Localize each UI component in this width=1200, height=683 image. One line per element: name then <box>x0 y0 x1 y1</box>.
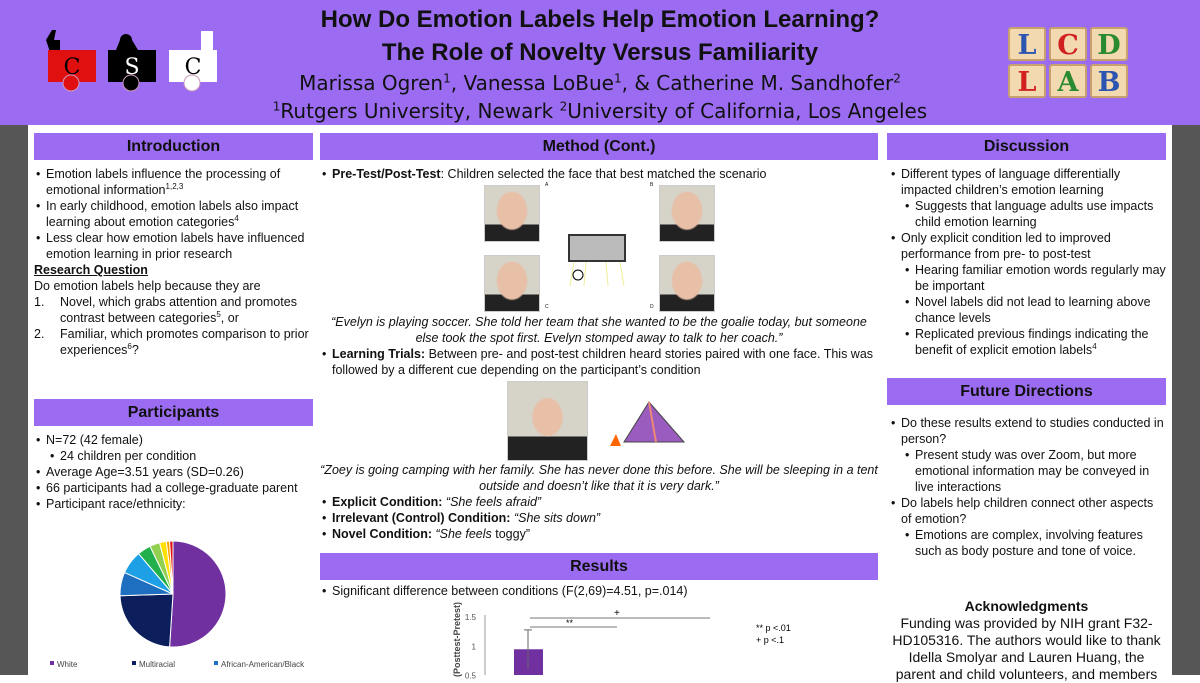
citation: 6 <box>127 341 132 351</box>
item-text: : Children selected the face that best matched the scenario <box>440 167 767 181</box>
item-text: Novel labels did not lead to learning above chance levels <box>915 295 1151 325</box>
list-item: • Average Age=3.51 years (SD=0.26) <box>34 464 313 480</box>
section-heading: Introduction <box>34 133 313 160</box>
item-text: , or <box>220 311 239 325</box>
section-heading: Method (Cont.) <box>320 133 878 160</box>
face-letter: A <box>545 182 549 188</box>
race-pie-chart <box>34 540 313 674</box>
list-item: • Participant race/ethnicity: <box>34 496 313 512</box>
logo-block: C <box>1049 27 1087 61</box>
middle-column <box>320 125 878 681</box>
item-number: 2. <box>34 327 45 341</box>
y-tick-label: 0.5 <box>464 671 476 681</box>
face-photo <box>659 185 715 242</box>
item-text: Less clear how emotion labels have influenced emotion learning in prior research <box>46 231 305 261</box>
intro-list <box>34 166 313 262</box>
author: Marissa Ogren <box>299 71 444 95</box>
list-item <box>320 494 878 510</box>
scenario-quote: “Zoey is going camping with her family. She has never done this before. She will be sleeping in a tent outside and doesn’t like that it is very dark.” <box>320 463 878 493</box>
participants-section <box>34 399 313 512</box>
face-photo <box>484 185 540 242</box>
list-item <box>34 166 313 198</box>
logo-block: B <box>1090 64 1128 98</box>
face-photo <box>484 255 540 312</box>
affiliations <box>0 97 1200 125</box>
list-item <box>889 495 1166 527</box>
section-heading: Discussion <box>887 133 1166 160</box>
csc-logo <box>38 28 228 93</box>
discussion-section <box>887 133 1166 358</box>
options-list <box>34 294 313 358</box>
list-item <box>320 510 878 526</box>
section-heading: Results <box>320 553 878 580</box>
future-section <box>887 378 1166 559</box>
future-list <box>889 415 1166 559</box>
section-heading: Participants <box>34 399 313 426</box>
item-text: Replicated previous findings indicating the benefit of explicit emotion labels <box>915 327 1149 357</box>
soccer-goal-icon <box>566 232 628 287</box>
ack-text: Funding was provided by NIH grant F32-HD105316. The authors would like to thank Idella Smolyar and Lauren Huang, the parent and child volunteers, and members <box>892 615 1161 682</box>
legend-marker <box>132 661 136 665</box>
item-text: Hearing familiar emotion words regularly may be important <box>915 263 1166 293</box>
affiliation: Rutgers University, Newark <box>280 99 560 123</box>
affil-sup: 1 <box>272 99 281 114</box>
list-item <box>889 230 1166 262</box>
face-letter: D <box>650 304 654 310</box>
citation: 4 <box>234 213 239 223</box>
list-item <box>889 415 1166 447</box>
learning-stimulus <box>320 378 878 462</box>
sig-marker: + <box>614 608 620 619</box>
face-photo <box>507 381 588 461</box>
list-item <box>34 198 313 230</box>
item-text: In early childhood, emotion labels also impact learning about emotion categories <box>46 199 299 229</box>
legend-label: Multiracial <box>139 660 176 669</box>
list-item: • N=72 (42 female) <box>34 432 313 448</box>
conditions-list <box>320 494 878 542</box>
item-text: “She feels afraid” <box>445 495 542 509</box>
method-list <box>320 166 878 182</box>
scenario-quote: “Evelyn is playing soccer. She told her team that she wanted to be the goalie today, but someone else took the spot first. Evelyn stomped away to talk to her coach.” <box>331 315 867 345</box>
affiliation: University of California, Los Angeles <box>567 99 928 123</box>
right-margin <box>1172 125 1200 675</box>
list-item: • 24 children per condition <box>34 448 313 464</box>
item-text: Different types of language differentially impacted children’s emotion learning <box>901 167 1121 197</box>
list-item <box>889 166 1166 198</box>
affil-sup: 2 <box>893 71 901 86</box>
face-letter: B <box>650 182 654 188</box>
sig-marker: ** <box>566 618 574 628</box>
citation: 4 <box>1092 341 1097 351</box>
logo-letter: S <box>124 55 140 80</box>
affil-sup: 1 <box>613 71 622 86</box>
logo-block: D <box>1090 27 1128 61</box>
list-item <box>889 262 1166 294</box>
author: Vanessa LoBue <box>463 71 614 95</box>
face-photo <box>659 255 715 312</box>
list-item <box>320 346 878 378</box>
research-question: Do emotion labels help because they are <box>34 279 261 293</box>
legend-label: White <box>57 660 78 669</box>
face-letter: C <box>545 304 549 310</box>
item-label: Explicit Condition: <box>332 495 443 509</box>
y-axis-label: (Posttest-Pretest) <box>452 601 462 677</box>
item-text: Emotions are complex, involving features such as body posture and tone of voice. <box>915 528 1143 558</box>
introduction-section <box>34 133 313 358</box>
affil-sup: 2 <box>559 99 568 114</box>
author-list: Marissa Ogren$^1$, Vanessa LoBue$^1$, & Catherine M. Sandhofer$^2$ <box>299 71 901 95</box>
item-text: Present study was over Zoom, but more emotional information may be conveyed in live interactions <box>915 448 1150 494</box>
method-list <box>320 346 878 378</box>
item-text: Novel, which grabs attention and promotes contrast between categories <box>60 295 297 325</box>
y-tick-label: 1 <box>471 642 476 652</box>
legend-marker <box>50 661 54 665</box>
section-heading: Future Directions <box>887 378 1166 405</box>
pie-slice <box>120 594 173 647</box>
research-question-heading: Research Question <box>34 263 148 277</box>
item-label: Irrelevant (Control) Condition: <box>332 511 511 525</box>
acknowledgments <box>887 598 1166 683</box>
list-item: • 66 participants had a college-graduate parent <box>34 480 313 496</box>
list-item <box>889 198 1166 230</box>
item-label: Pre-Test/Post-Test <box>332 167 441 181</box>
logo-block: L <box>1008 27 1046 61</box>
list-item <box>34 230 313 262</box>
pretest-stimulus <box>320 182 878 314</box>
left-column <box>34 125 313 675</box>
pie-slice <box>170 541 226 647</box>
discussion-list <box>889 166 1166 358</box>
logo-block: L <box>1008 64 1046 98</box>
list-item <box>889 294 1166 326</box>
list-item <box>320 526 878 542</box>
title-line-2: The Role of Novelty Versus Familiarity <box>381 39 819 66</box>
results-list <box>320 583 878 599</box>
poster-header <box>0 0 1200 125</box>
list-item <box>34 294 313 326</box>
item-text: Do labels help children connect other aspects of emotion? <box>901 496 1154 526</box>
y-tick-label: 1.5 <box>464 613 476 622</box>
method-section <box>320 133 878 542</box>
item-text: “She sits down” <box>513 511 601 525</box>
left-margin <box>0 125 28 675</box>
affil-sup: 1 <box>443 71 451 86</box>
item-text: ? <box>131 343 139 357</box>
item-text: Suggests that language adults use impacts child emotion learning <box>915 199 1154 229</box>
results-section <box>320 553 878 599</box>
list-item <box>889 326 1166 358</box>
title-line-1: How Do Emotion Labels Help Emotion Learning? <box>320 6 880 33</box>
logo-block: A <box>1049 64 1087 98</box>
item-text: Do these results extend to studies conducted in person? <box>901 416 1164 446</box>
results-bar-chart <box>320 601 878 681</box>
tent-campfire-icon <box>604 394 694 454</box>
ack-heading: Acknowledgments <box>964 598 1089 614</box>
logo-letter: C <box>184 55 202 80</box>
logo-letter: C <box>63 55 81 80</box>
list-item <box>889 527 1166 559</box>
legend-label: African-American/Black <box>221 660 305 669</box>
item-text: Between pre- and post-test children heard stories paired with one face. This was followed by a different cue depending on the participant’s condition <box>332 347 874 377</box>
item-text: toggy” <box>491 527 530 541</box>
list-item: • Significant difference between conditions (F(2,69)=4.51, p=.014) <box>320 583 878 599</box>
legend-marker <box>214 661 218 665</box>
item-number: 1. <box>34 295 45 309</box>
sig-legend: ** p <.01 <box>756 623 791 633</box>
list-item <box>34 326 313 358</box>
right-column <box>887 125 1166 682</box>
participants-list <box>34 432 313 512</box>
list-item <box>889 447 1166 495</box>
item-text: Emotion labels influence the processing of emotional information <box>46 167 281 197</box>
item-label: Learning Trials: <box>332 347 426 361</box>
item-text: Familiar, which promotes comparison to prior experiences <box>60 327 309 357</box>
item-text: Only explicit condition led to improved performance from pre- to post-test <box>901 231 1111 261</box>
item-text: “She feels <box>435 527 492 541</box>
sig-legend: + p <.1 <box>756 635 785 645</box>
author: Catherine M. Sandhofer <box>656 71 894 95</box>
list-item <box>320 166 878 182</box>
item-label: Novel Condition: <box>332 527 432 541</box>
citation: 5 <box>216 309 221 319</box>
lcd-lab-logo <box>1008 27 1128 98</box>
citation: 1,2,3 <box>165 181 184 191</box>
